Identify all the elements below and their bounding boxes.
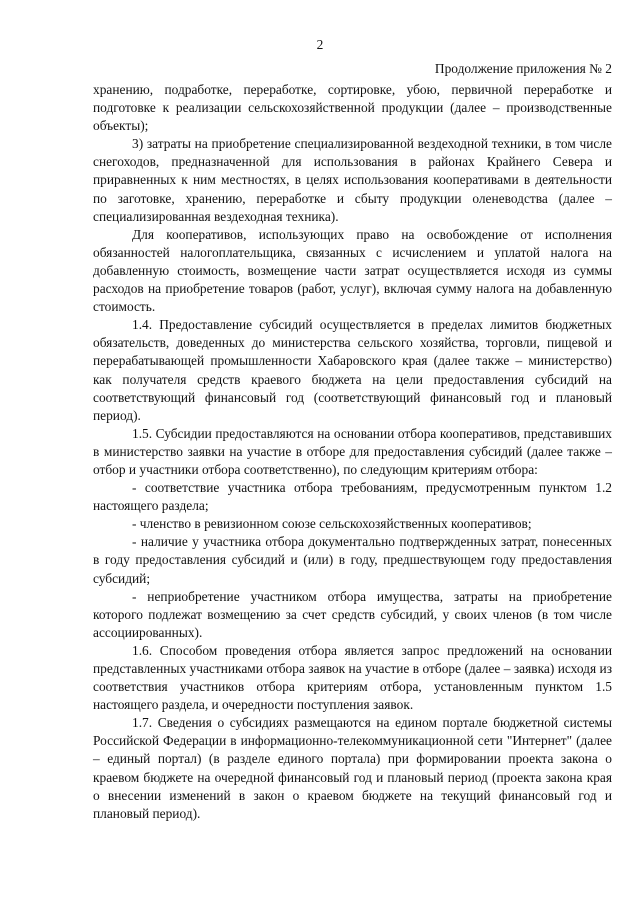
list-item: - членство в ревизионном союзе сельскохозяйственных кооперативов; xyxy=(132,516,532,532)
paragraph: 1.5. Субсидии предоставляются на основании отбора кооперативов, представивших в министерство заявки на участие в отборе для предоставления субсидий (далее также – отбор и участники отбора соответственно), по следующим критериям отбора: xyxy=(93,425,612,477)
list-item: - неприобретение участником отбора имущества, затраты на приобретение которого подлежат возмещению за счет средств субсидий, у своих членов (в том числе ассоциированных). xyxy=(93,588,612,640)
paragraph: Для кооперативов, использующих право на освобождение от исполнения обязанностей налогоплательщика, связанных с исчислением и уплатой налога на добавленную стоимость, возмещение части затрат осуществляется исходя из суммы расходов на приобретение товаров (работ, услуг), включая сумму налога на добавленную стоимость. xyxy=(93,226,612,315)
document-body xyxy=(93,81,612,823)
paragraph: 1.6. Способом проведения отбора является запрос предложений на основании представленных участниками отбора заявок на участие в отборе (далее – заявка) исходя из соответствия участников отбора критериям отбора, установленным пунктом 1.5 настоящего раздела, и очередности поступления заявок. xyxy=(93,642,612,713)
page-number: 2 xyxy=(316,37,324,52)
list-item: - соответствие участника отбора требованиям, предусмотренным пунктом 1.2 настоящего раздела; xyxy=(93,480,612,514)
appendix-note: Продолжение приложения № 2 xyxy=(434,61,612,76)
paragraph: 3) затраты на приобретение специализированной вездеходной техники, в том числе снегоходов, предназначенной для использования в районах Крайнего Севера и приравненных к ним местностях, в целях использования кооперативами в деятельности по заготовке, хранению, переработке и сбыту продукции оленеводства (далее – специализированная вездеходная техника). xyxy=(93,136,612,224)
list-item: - наличие у участника отбора документально подтвержденных затрат, понесенных в году предоставления субсидий и (или) в году, предшествующем году предоставления субсидий; xyxy=(93,534,612,586)
paragraph: хранению, подработке, переработке, сортировке, убою, первичной переработке и подготовке к реализации сельскохозяйственной продукции (далее – производственные объекты); xyxy=(93,82,612,134)
paragraph: 1.4. Предоставление субсидий осуществляется в пределах лимитов бюджетных обязательств, доведенных до министерства сельского хозяйства, торговли, пищевой и перерабатывающей промышленности Хабаровского края (далее также – министерство) как получателя средств краевого бюджета на цели предоставления субсидий на соответствующий финансовый год (соответствующий финансовый год и плановый период). xyxy=(93,317,612,423)
paragraph: 1.7. Сведения о субсидиях размещаются на едином портале бюджетной системы Российской Федерации в информационно-телекоммуникационной сети "Интернет" (далее – единый портал) (в разделе единого портала) при формировании проекта закона о краевом бюджете на очередной финансовый год и плановый период (проекта закона края о внесении изменений в закон о краевом бюджете на текущий финансовый год и плановый период). xyxy=(93,715,612,821)
